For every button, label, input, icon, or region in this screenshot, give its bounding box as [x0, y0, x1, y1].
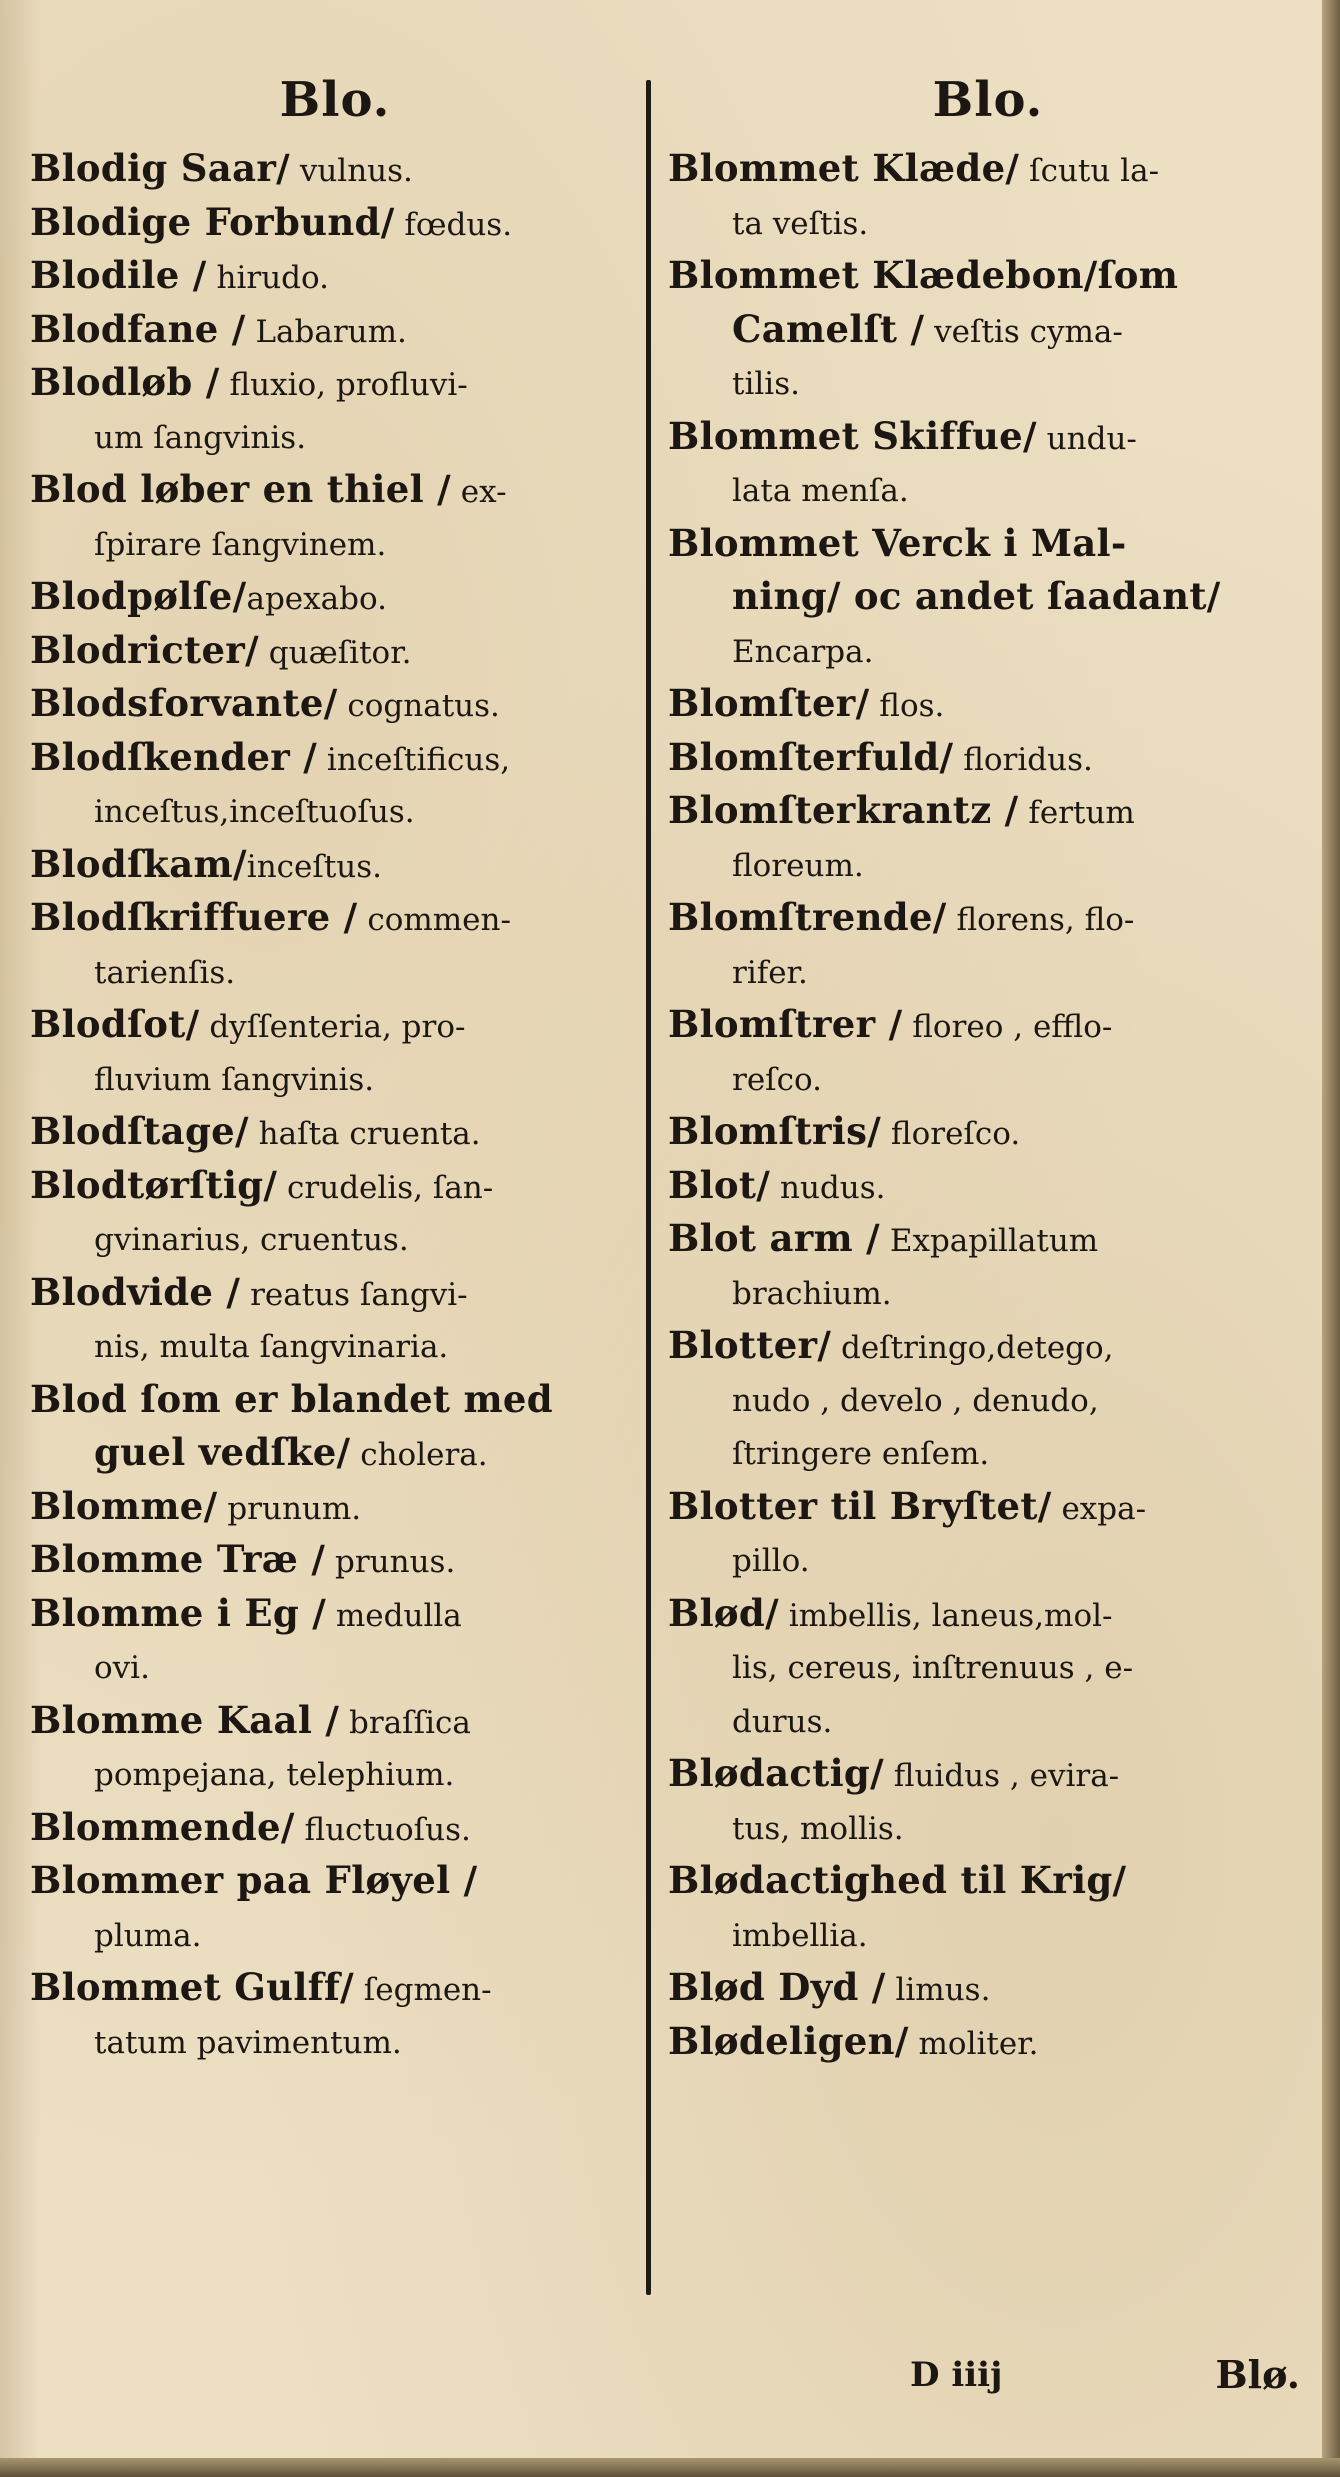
entry-line [668, 1854, 1308, 1908]
entry-line [30, 142, 640, 196]
latin-gloss: hirudo. [206, 260, 329, 296]
latin-gloss: tatum pavimentum. [94, 2024, 402, 2061]
left-column [30, 60, 640, 2068]
latin-gloss: fluidus , evira- [883, 1758, 1120, 1794]
headword: Blod ſom er blandet med [30, 1376, 553, 1421]
latin-gloss: prunus. [325, 1544, 456, 1580]
dictionary-entry [30, 677, 640, 731]
headword: Blodvide / [30, 1269, 241, 1314]
entry-line [30, 998, 640, 1052]
page-edge-right [1322, 0, 1340, 2477]
latin-gloss: pluma. [94, 1917, 202, 1954]
dictionary-entry [30, 1854, 640, 1961]
latin-gloss: haſta cruenta. [248, 1116, 481, 1152]
entry-line [668, 1587, 1308, 1641]
latin-gloss: flos. [869, 688, 945, 724]
latin-gloss: floridus. [953, 741, 1093, 778]
entry-line [668, 838, 1308, 892]
latin-gloss: brachium. [732, 1275, 892, 1312]
headword: Blød Dyd / [668, 1965, 886, 2009]
dictionary-entry [30, 1159, 640, 1266]
headword: Blomme Kaal / [30, 1697, 340, 1742]
latin-gloss: moliter. [908, 2025, 1039, 2062]
latin-gloss: limus. [885, 1972, 991, 2008]
headword: Blødactighed til Krig/ [668, 1858, 1127, 1902]
entry-line [668, 891, 1308, 945]
entry-line [668, 945, 1308, 999]
entry-line [668, 1105, 1308, 1159]
dictionary-entry [668, 517, 1308, 678]
latin-gloss: ovi. [94, 1650, 150, 1686]
headword: Blomme i Eg / [30, 1590, 327, 1635]
dictionary-entry [668, 784, 1308, 891]
entry-line [30, 1426, 640, 1480]
latin-gloss: deſtringo,detego, [831, 1330, 1114, 1366]
latin-gloss: ta veſtis. [732, 205, 869, 242]
headword: Blomſtris/ [668, 1109, 882, 1153]
entry-line [668, 1908, 1308, 1962]
catchword: Blø. [1215, 2352, 1300, 2397]
entry-line [30, 303, 640, 357]
entry-line [30, 1587, 640, 1641]
headword: Blotter til Bryſtet/ [668, 1483, 1052, 1528]
latin-gloss: ſegmen- [353, 1972, 492, 2008]
latin-gloss: reatus ſangvi- [240, 1276, 468, 1313]
entry-line [30, 196, 640, 250]
latin-gloss: floreo , efflo- [902, 1009, 1113, 1045]
entry-line [668, 570, 1308, 624]
dictionary-entry [30, 1480, 640, 1534]
latin-gloss: braſſica [339, 1704, 471, 1741]
headword: Blodløb / [30, 360, 220, 404]
dictionary-entry [668, 142, 1308, 249]
latin-gloss: pillo. [732, 1543, 810, 1579]
dictionary-entry [668, 1587, 1308, 1748]
entry-line [668, 998, 1308, 1052]
headword: Blodſkriffuere / [30, 895, 358, 939]
latin-gloss: um ſangvinis. [94, 419, 307, 456]
latin-gloss: commen- [357, 902, 511, 938]
latin-gloss: fertum [1018, 795, 1135, 831]
latin-gloss: ſpirare ſangvinem. [94, 526, 387, 563]
entry-line [30, 1694, 640, 1748]
entry-line [668, 410, 1308, 464]
dictionary-entry [30, 1694, 640, 1801]
latin-gloss: floreſco. [881, 1116, 1021, 1152]
latin-gloss: inceſtificus, [317, 741, 511, 778]
headword: guel vedſke/ [94, 1430, 351, 1474]
latin-gloss: fluxio, profluvi- [219, 367, 468, 403]
dictionary-entry [668, 410, 1308, 517]
entry-line [30, 838, 640, 892]
headword: Blommer paa Fløyel / [30, 1858, 478, 1902]
dictionary-entry [30, 1801, 640, 1855]
headword: Blodile / [30, 253, 207, 297]
latin-gloss: imbellis, laneus,mol- [778, 1597, 1113, 1634]
entry-line [668, 1266, 1308, 1320]
dictionary-entry [668, 249, 1308, 410]
dictionary-entry [30, 998, 640, 1105]
headword: Blommende/ [30, 1804, 295, 1849]
dictionary-entry [668, 1159, 1308, 1213]
headword: Blomſterkrantz / [668, 788, 1019, 832]
entry-line [30, 731, 640, 785]
latin-gloss: nis, multa ſangvinaria. [94, 1329, 449, 1365]
headword: Blommet Klæde/ [668, 146, 1020, 190]
latin-gloss: undu- [1036, 420, 1137, 457]
entry-line [668, 1159, 1308, 1213]
headword: Blodige Forbund/ [30, 199, 395, 244]
latin-gloss: fluvium ſangvinis. [94, 1061, 375, 1098]
dictionary-entry [30, 838, 640, 892]
latin-gloss: prunum. [217, 1490, 362, 1527]
latin-gloss: rifer. [732, 954, 808, 991]
latin-gloss: crudelis, ſan- [277, 1169, 494, 1206]
latin-gloss: fœdus. [394, 206, 513, 243]
entry-line [30, 1373, 640, 1427]
latin-gloss: Expapillatum [880, 1223, 1099, 1259]
dictionary-entry [30, 1587, 640, 1694]
dictionary-entry [30, 1961, 640, 2068]
dictionary-entry [30, 463, 640, 570]
dictionary-entry [30, 303, 640, 357]
latin-gloss: tarienſis. [94, 954, 236, 991]
entry-line [668, 731, 1308, 785]
entry-line [30, 1854, 640, 1908]
headword: Blomme/ [30, 1483, 218, 1528]
entry-line [668, 1640, 1308, 1694]
entry-line [668, 1694, 1308, 1748]
latin-gloss: inceſtus. [246, 848, 383, 885]
entry-line [30, 1319, 640, 1373]
headword: Blødactig/ [668, 1751, 884, 1795]
entry-line [30, 677, 640, 731]
entry-line [30, 1266, 640, 1320]
headword: Blodig Saar/ [30, 146, 290, 190]
entry-line [30, 1159, 640, 1213]
column-divider [646, 80, 651, 2295]
dictionary-entry [30, 356, 640, 463]
entry-line [668, 1961, 1308, 2015]
entry-line [30, 945, 640, 999]
latin-gloss: florens, flo- [946, 902, 1135, 938]
headword: Blodpølſe/ [30, 574, 247, 618]
latin-gloss: dyſſenteria, pro- [199, 1009, 466, 1045]
entry-line [668, 303, 1308, 357]
entry-line [30, 784, 640, 838]
headword: Blod løber en thiel / [30, 467, 451, 511]
dictionary-entry [668, 1105, 1308, 1159]
headword: Camelſt / [732, 306, 925, 351]
headword: Blotter/ [668, 1323, 832, 1367]
entry-line [30, 1480, 640, 1534]
page-edge-bottom [0, 2458, 1340, 2477]
signature-mark: D iiij [910, 2355, 1003, 2395]
entry-line [668, 677, 1308, 731]
dictionary-entry [668, 1961, 1308, 2015]
entry-line [668, 1426, 1308, 1480]
headword: Blommet Klædebon/ſom [668, 253, 1179, 297]
latin-gloss: ex- [450, 474, 507, 510]
dictionary-entry [30, 624, 640, 678]
dictionary-entry [668, 891, 1308, 998]
entry-line [668, 356, 1308, 410]
dictionary-entry [30, 731, 640, 838]
right-column-header: Blo. [932, 72, 1044, 128]
entry-line [30, 1640, 640, 1694]
latin-gloss: ſtringere enſem. [732, 1436, 990, 1472]
latin-gloss: medulla [326, 1597, 462, 1634]
dictionary-entry [30, 1266, 640, 1373]
dictionary-entry [30, 1533, 640, 1587]
dictionary-entry [668, 1212, 1308, 1319]
entry-line [30, 1052, 640, 1106]
headword: Blot arm / [668, 1216, 880, 1260]
dictionary-entry [30, 142, 640, 196]
headword: ning/ oc andet ſaadant/ [732, 574, 1221, 618]
dictionary-entry [30, 196, 640, 250]
latin-gloss: nudus. [770, 1169, 886, 1206]
dictionary-entry [30, 1373, 640, 1480]
entry-line [668, 1373, 1308, 1427]
entry-line [668, 2015, 1308, 2069]
latin-gloss: lis, cereus, inſtrenuus , e- [732, 1650, 1134, 1686]
dictionary-entry [30, 1105, 640, 1159]
headword: Blomſtrer / [668, 1002, 903, 1046]
headword: Blomſtrende/ [668, 895, 947, 939]
entry-line [668, 1480, 1308, 1534]
entry-line [668, 463, 1308, 517]
entry-line [30, 1105, 640, 1159]
latin-gloss: durus. [732, 1703, 833, 1740]
latin-gloss: imbellia. [732, 1917, 868, 1954]
latin-gloss: expa- [1051, 1490, 1147, 1527]
latin-gloss: cognatus. [337, 688, 500, 724]
latin-gloss: quæſitor. [258, 634, 412, 671]
headword: Blot/ [668, 1162, 771, 1207]
dictionary-entry [668, 1480, 1308, 1587]
latin-gloss: lata menſa. [732, 473, 909, 509]
dictionary-entry [30, 249, 640, 303]
entry-line [668, 196, 1308, 250]
dictionary-entry [668, 1854, 1308, 1961]
headword: Blommet Gulff/ [30, 1965, 354, 2009]
entry-line [30, 517, 640, 571]
headword: Blodſkam/ [30, 841, 247, 886]
left-column-header: Blo. [279, 72, 391, 128]
headword: Blomſter/ [668, 681, 870, 725]
dictionary-entry [668, 1319, 1308, 1480]
headword: Blodtørſtig/ [30, 1162, 278, 1207]
entry-line [668, 142, 1308, 196]
left-entry-list [30, 142, 640, 2068]
latin-gloss: gvinarius, cruentus. [94, 1222, 409, 1258]
entry-line [30, 1533, 640, 1587]
headword: Blodsforvante/ [30, 681, 338, 725]
entry-line [668, 784, 1308, 838]
entry-line [30, 1908, 640, 1962]
entry-line [30, 891, 640, 945]
latin-gloss: veſtis cyma- [924, 313, 1123, 350]
latin-gloss: fluctuoſus. [294, 1811, 471, 1848]
latin-gloss: tilis. [732, 366, 800, 402]
entry-line [668, 624, 1308, 678]
entry-line [668, 1801, 1308, 1855]
dictionary-entry [668, 677, 1308, 731]
entry-line [30, 463, 640, 517]
entry-line [30, 249, 640, 303]
dictionary-entry [668, 2015, 1308, 2069]
headword: Blodſkender / [30, 734, 318, 779]
latin-gloss: Encarpa. [732, 633, 874, 670]
headword: Blomme Træ / [30, 1537, 326, 1581]
dictionary-entry [668, 731, 1308, 785]
entry-line [30, 356, 640, 410]
right-entry-list [668, 142, 1308, 2068]
latin-gloss: reſco. [732, 1061, 822, 1098]
latin-gloss: nudo , develo , denudo, [732, 1382, 1099, 1419]
latin-gloss: vulnus. [289, 153, 413, 189]
entry-line [668, 1212, 1308, 1266]
entry-line [30, 624, 640, 678]
entry-line [30, 1961, 640, 2015]
latin-gloss: apexabo. [246, 581, 387, 617]
entry-line [668, 1533, 1308, 1587]
entry-line [668, 1052, 1308, 1106]
entry-line [30, 1747, 640, 1801]
latin-gloss: ſcutu la- [1019, 153, 1160, 189]
headword: Blodſtage/ [30, 1109, 249, 1153]
entry-line [668, 1747, 1308, 1801]
latin-gloss: floreum. [732, 847, 864, 884]
page-footer [700, 2345, 1300, 2405]
entry-line [30, 1212, 640, 1266]
dictionary-entry [668, 1747, 1308, 1854]
entry-line [30, 570, 640, 624]
headword: Blodfane / [30, 306, 246, 351]
entry-line [668, 249, 1308, 303]
entry-line [668, 1319, 1308, 1373]
headword: Blødeligen/ [668, 2018, 909, 2063]
headword: Blommet Skiffue/ [668, 413, 1037, 458]
right-column [668, 60, 1308, 2068]
entry-line [668, 517, 1308, 571]
headword: Blød/ [668, 1590, 779, 1635]
dictionary-entry [30, 891, 640, 998]
dictionary-entry [668, 998, 1308, 1105]
headword: Blomſterfuld/ [668, 734, 954, 779]
entry-line [30, 410, 640, 464]
latin-gloss: inceſtus,inceſtuoſus. [94, 794, 415, 830]
entry-line [30, 1801, 640, 1855]
latin-gloss: tus, mollis. [732, 1810, 904, 1847]
dictionary-entry [30, 570, 640, 624]
headword: Blodricter/ [30, 627, 259, 672]
entry-line [30, 2015, 640, 2069]
latin-gloss: pompejana, telephium. [94, 1757, 455, 1793]
latin-gloss: cholera. [350, 1437, 488, 1473]
headword: Blodſot/ [30, 1002, 200, 1046]
latin-gloss: Labarum. [245, 313, 407, 350]
headword: Blommet Verck i Mal- [668, 520, 1127, 565]
